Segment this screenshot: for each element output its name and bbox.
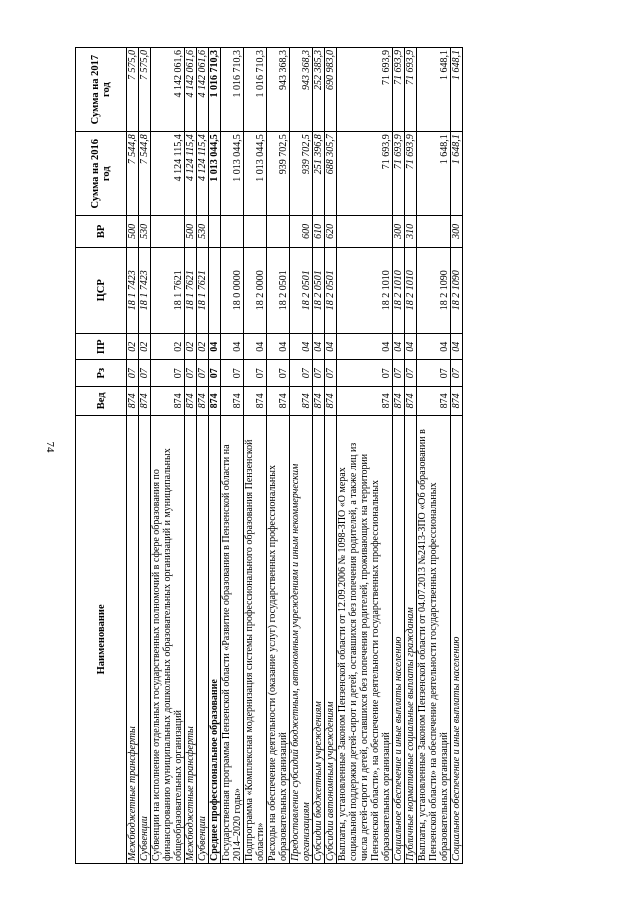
header-csr: ЦСР — [76, 247, 127, 334]
cell-sum-2016: 1 013 044,5 — [209, 132, 221, 216]
cell-sum-2016: 1 648,1 — [417, 132, 451, 216]
cell-sum-2016: 688 305,7 — [325, 132, 337, 216]
cell-pr: 04 — [209, 334, 221, 360]
cell-csr: 18 2 0501 — [325, 247, 337, 334]
cell-rz: 07 — [313, 360, 325, 386]
cell-ved: 874 — [185, 386, 197, 415]
cell-sum-2016: 71 693,9 — [337, 132, 393, 216]
cell-csr: 18 1 7621 — [185, 247, 197, 334]
cell-pr: 04 — [451, 334, 463, 360]
table-row — [244, 48, 267, 864]
cell-csr: 18 2 0000 — [244, 247, 267, 334]
budget-table-page — [75, 47, 621, 864]
cell-vr: 530 — [197, 216, 209, 247]
cell-csr: 18 1 7621 — [151, 247, 185, 334]
table-row — [221, 48, 244, 864]
cell-vr — [151, 216, 185, 247]
cell-sum-2017: 71 693,9 — [393, 48, 405, 132]
cell-sum-2017: 1 016 710,3 — [244, 48, 267, 132]
table-row — [313, 48, 325, 864]
cell-ved: 874 — [139, 386, 151, 415]
cell-rz: 07 — [221, 360, 244, 386]
cell-name: Предоставление субсидий бюджетным, автономным учреждениям и иным некоммерческим организациям — [290, 415, 313, 863]
cell-ved: 874 — [313, 386, 325, 415]
cell-sum-2017: 1 016 710,3 — [221, 48, 244, 132]
cell-csr: 18 1 7621 — [197, 247, 209, 334]
cell-ved: 874 — [267, 386, 290, 415]
cell-name: Субвенции на исполнение отдельных государственных полномочий в сфере образования по финансированию муниципальных дошкольных образовательных организаций и муниципальных общеобразовательных организаций — [151, 415, 185, 863]
cell-sum-2016: 7 544,8 — [139, 132, 151, 216]
cell-name: Межбюджетные трансферты — [185, 415, 197, 863]
cell-name: Социальное обеспечение и иные выплаты населению — [451, 415, 463, 863]
cell-ved: 874 — [244, 386, 267, 415]
cell-vr: 300 — [393, 216, 405, 247]
cell-csr: 18 0 0000 — [221, 247, 244, 334]
cell-name: Выплаты, установленные Законом Пензенской области от 12.09.2006 № 1098-ЗПО «О мерах социальной поддержки детей-сирот и детей, оставшихся без попечения родителей, а также лиц из числа детей-сирот и детей, оставшихся без попечения родителей, проживающих на территории Пензенской области», на обеспечение деятельности государственных профессиональных образовательных организаций — [337, 415, 393, 863]
cell-name: Публичные нормативные социальные выплаты гражданам — [405, 415, 417, 863]
cell-sum-2016: 71 693,9 — [393, 132, 405, 216]
cell-pr: 02 — [197, 334, 209, 360]
header-sum-2017: Сумма на 2017 год — [76, 48, 127, 132]
cell-sum-2017: 7 575,0 — [127, 48, 139, 132]
cell-name: Выплаты, установленные Законом Пензенской области от 04.07.2013 №2413-ЗПО «Об образовании в Пензенской области» на обеспечение деятельности государственных профессиональных образовательных организаций — [417, 415, 451, 863]
cell-sum-2017: 1 648,1 — [451, 48, 463, 132]
cell-sum-2016: 4 124 115,4 — [197, 132, 209, 216]
cell-pr: 02 — [127, 334, 139, 360]
cell-ved: 874 — [417, 386, 451, 415]
cell-rz: 07 — [393, 360, 405, 386]
cell-pr: 04 — [267, 334, 290, 360]
header-pr: ПР — [76, 334, 127, 360]
cell-vr — [417, 216, 451, 247]
cell-csr: 18 2 1010 — [393, 247, 405, 334]
cell-sum-2017: 1 016 710,3 — [209, 48, 221, 132]
cell-rz: 07 — [417, 360, 451, 386]
cell-name: Субсидии автономным учреждениям — [325, 415, 337, 863]
cell-ved: 874 — [337, 386, 393, 415]
cell-sum-2016: 7 544,8 — [127, 132, 139, 216]
cell-sum-2017: 4 142 061,6 — [197, 48, 209, 132]
table-row — [405, 48, 417, 864]
cell-sum-2016: 4 124 115,4 — [151, 132, 185, 216]
cell-sum-2017: 7 575,0 — [139, 48, 151, 132]
cell-rz: 07 — [139, 360, 151, 386]
cell-rz: 07 — [127, 360, 139, 386]
cell-sum-2016: 1 013 044,5 — [244, 132, 267, 216]
cell-rz: 07 — [405, 360, 417, 386]
table-row — [267, 48, 290, 864]
cell-name: Подпрограмма «Комплексная модернизация системы профессионального образования Пензенской области» — [244, 415, 267, 863]
cell-sum-2016: 71 693,9 — [405, 132, 417, 216]
cell-rz: 07 — [451, 360, 463, 386]
cell-name: Социальное обеспечение и иные выплаты населению — [393, 415, 405, 863]
cell-ved: 874 — [451, 386, 463, 415]
cell-vr: 500 — [127, 216, 139, 247]
cell-sum-2016: 939 702,5 — [267, 132, 290, 216]
cell-csr: 18 1 7423 — [127, 247, 139, 334]
table-row — [417, 48, 451, 864]
cell-vr — [337, 216, 393, 247]
cell-pr: 04 — [405, 334, 417, 360]
cell-csr: 18 2 1010 — [405, 247, 417, 334]
table-row — [325, 48, 337, 864]
cell-vr — [244, 216, 267, 247]
cell-ved: 874 — [221, 386, 244, 415]
cell-pr: 04 — [313, 334, 325, 360]
cell-ved: 874 — [393, 386, 405, 415]
cell-rz: 07 — [325, 360, 337, 386]
cell-vr: 600 — [290, 216, 313, 247]
cell-pr: 04 — [244, 334, 267, 360]
cell-csr: 18 2 0501 — [313, 247, 325, 334]
cell-pr: 02 — [185, 334, 197, 360]
cell-ved: 874 — [290, 386, 313, 415]
cell-ved: 874 — [151, 386, 185, 415]
cell-sum-2017: 252 385,3 — [313, 48, 325, 132]
cell-name: Государственная программа Пензенской области «Развитие образования в Пензенской области на 2014–2020 годы» — [221, 415, 244, 863]
cell-csr: 18 1 7423 — [139, 247, 151, 334]
cell-name: Расходы на обеспечение деятельности (оказание услуг) государственных профессиональных образовательных организаций — [267, 415, 290, 863]
table-row — [290, 48, 313, 864]
header-rz: Рз — [76, 360, 127, 386]
cell-rz: 07 — [267, 360, 290, 386]
table-row — [197, 48, 209, 864]
table-row — [209, 48, 221, 864]
cell-rz: 07 — [290, 360, 313, 386]
cell-vr: 300 — [451, 216, 463, 247]
cell-ved: 874 — [325, 386, 337, 415]
header-sum-2016: Сумма на 2016 год — [76, 132, 127, 216]
cell-csr: 18 2 0501 — [267, 247, 290, 334]
header-name: Наименование — [76, 415, 127, 863]
cell-pr: 04 — [393, 334, 405, 360]
cell-vr — [209, 216, 221, 247]
cell-sum-2017: 71 693,9 — [337, 48, 393, 132]
cell-csr: 18 2 1090 — [417, 247, 451, 334]
cell-name: Среднее профессиональное образование — [209, 415, 221, 863]
cell-ved: 874 — [405, 386, 417, 415]
cell-csr: 18 2 1090 — [451, 247, 463, 334]
cell-sum-2017: 4 142 061,6 — [185, 48, 197, 132]
cell-pr: 04 — [325, 334, 337, 360]
cell-ved: 874 — [197, 386, 209, 415]
cell-sum-2017: 4 142 061,6 — [151, 48, 185, 132]
table-header-row — [76, 48, 127, 864]
cell-pr: 02 — [139, 334, 151, 360]
table-row — [451, 48, 463, 864]
cell-name: Субвенции — [197, 415, 209, 863]
cell-sum-2017: 690 983,0 — [325, 48, 337, 132]
cell-vr: 620 — [325, 216, 337, 247]
cell-sum-2016: 939 702,5 — [290, 132, 313, 216]
budget-table — [75, 47, 463, 864]
table-row — [393, 48, 405, 864]
header-vr: ВР — [76, 216, 127, 247]
cell-vr: 610 — [313, 216, 325, 247]
cell-rz: 07 — [185, 360, 197, 386]
header-ved: Вед — [76, 386, 127, 415]
cell-ved: 874 — [127, 386, 139, 415]
cell-pr: 04 — [417, 334, 451, 360]
cell-rz: 07 — [337, 360, 393, 386]
cell-sum-2016: 4 124 115,4 — [185, 132, 197, 216]
cell-name: Субвенции — [139, 415, 151, 863]
cell-sum-2016: 251 396,8 — [313, 132, 325, 216]
table-row — [185, 48, 197, 864]
cell-pr: 02 — [151, 334, 185, 360]
cell-name: Субсидии бюджетным учреждениям — [313, 415, 325, 863]
table-row — [337, 48, 393, 864]
table-row — [127, 48, 139, 864]
cell-rz: 07 — [151, 360, 185, 386]
cell-sum-2017: 1 648,1 — [417, 48, 451, 132]
cell-vr: 500 — [185, 216, 197, 247]
cell-rz: 07 — [209, 360, 221, 386]
cell-ved: 874 — [209, 386, 221, 415]
cell-rz: 07 — [244, 360, 267, 386]
page-number: 74 — [44, 441, 56, 453]
table-row — [151, 48, 185, 864]
cell-csr: 18 2 0501 — [290, 247, 313, 334]
cell-sum-2017: 943 368,3 — [290, 48, 313, 132]
cell-sum-2016: 1 648,1 — [451, 132, 463, 216]
cell-pr: 04 — [221, 334, 244, 360]
cell-rz: 07 — [197, 360, 209, 386]
table-row — [139, 48, 151, 864]
cell-pr: 04 — [337, 334, 393, 360]
cell-vr: 530 — [139, 216, 151, 247]
cell-csr: 18 2 1010 — [337, 247, 393, 334]
cell-csr — [209, 247, 221, 334]
cell-vr — [221, 216, 244, 247]
cell-sum-2017: 71 693,9 — [405, 48, 417, 132]
cell-name: Межбюджетные трансферты — [127, 415, 139, 863]
cell-sum-2016: 1 013 044,5 — [221, 132, 244, 216]
cell-pr: 04 — [290, 334, 313, 360]
cell-vr: 310 — [405, 216, 417, 247]
cell-vr — [267, 216, 290, 247]
cell-sum-2017: 943 368,3 — [267, 48, 290, 132]
